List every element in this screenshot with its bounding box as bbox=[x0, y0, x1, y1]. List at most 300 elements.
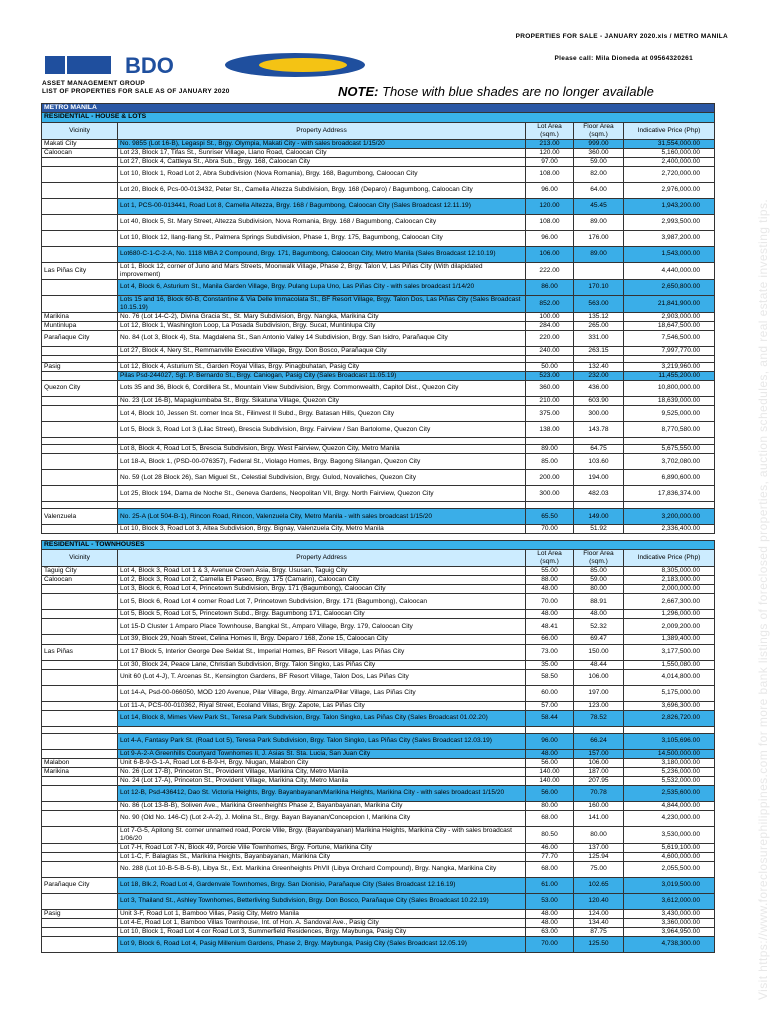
vicinity-cell: Pasig bbox=[42, 362, 118, 371]
price-cell: 5,175,000.00 bbox=[624, 685, 715, 701]
price-cell: 17,836,374.00 bbox=[624, 486, 715, 502]
address-cell: Lot 18, Blk.2, Road Lot 4, Gardenvale Townhomes, Brgy. San Dionisio, Parañaque City (Sales Broadcast 12.16.19) bbox=[118, 877, 526, 893]
lot-area-cell: 56.00 bbox=[526, 785, 574, 801]
address-cell: Lot 11-A, PCS-00-010362, Riyal Street, Ecoland Villas, Brgy. Zapote, Las Piñas City bbox=[118, 701, 526, 710]
spacer-row bbox=[42, 355, 715, 362]
lot-area-cell: 70.00 bbox=[526, 594, 574, 610]
price-cell: 1,943,200.00 bbox=[624, 198, 715, 214]
lot-area-cell: 63.00 bbox=[526, 927, 574, 936]
lot-area-cell: 140.00 bbox=[526, 767, 574, 776]
address-cell: Lot 7-G-5, Apitong St. corner unnamed road, Porcie Ville, Brgy. (Bayanbayanan) Marikina Heights, Marikina City - with sales broadcast 1/06/20 bbox=[118, 826, 526, 843]
property-row bbox=[42, 710, 715, 726]
list-subtitle: LIST OF PROPERTIES FOR SALE AS OF JANUARY 2020 bbox=[42, 88, 230, 95]
lot-area-cell: 360.00 bbox=[526, 381, 574, 397]
price-cell: 2,720,000.00 bbox=[624, 166, 715, 182]
price-cell: 2,650,800.00 bbox=[624, 279, 715, 295]
col-header-address: Property Address bbox=[118, 550, 526, 567]
address-cell: Lots 15 and 16, Block 60-B, Constantine & Via Delle Immacolata St., BF Resort Village, Brgy. Talon Dos, Las Piñas City (Sales Broadcast 10.15.19) bbox=[118, 295, 526, 312]
section-label: RESIDENTIAL - TOWNHOUSES bbox=[42, 541, 715, 550]
lot-area-cell: 108.00 bbox=[526, 214, 574, 230]
floor-area-cell: 103.60 bbox=[574, 454, 624, 470]
vicinity-cell: Marikina bbox=[42, 767, 118, 776]
property-row bbox=[42, 567, 715, 576]
lot-area-cell: 106.00 bbox=[526, 246, 574, 262]
property-row bbox=[42, 362, 715, 371]
col-header-address: Property Address bbox=[118, 122, 526, 139]
vicinity-cell bbox=[42, 486, 118, 502]
lot-area-cell: 89.00 bbox=[526, 445, 574, 454]
floor-area-cell: 78.52 bbox=[574, 710, 624, 726]
lot-area-cell: 77.70 bbox=[526, 852, 574, 861]
floor-area-cell: 360.00 bbox=[574, 148, 624, 157]
col-header-vicinity: Vicinity bbox=[42, 550, 118, 567]
vicinity-cell bbox=[42, 619, 118, 635]
section-row-metro bbox=[42, 104, 715, 113]
col-header-lot-area: Lot Area (sqm.) bbox=[526, 122, 574, 139]
bdo-logo bbox=[45, 52, 365, 78]
address-cell: No. 26 (Lot 17-B), Princeton St., Provident Village, Marikina City, Metro Manila bbox=[118, 767, 526, 776]
property-row bbox=[42, 776, 715, 785]
property-row bbox=[42, 758, 715, 767]
vicinity-cell bbox=[42, 852, 118, 861]
vicinity-cell bbox=[42, 927, 118, 936]
address-cell: Lot 9-A-2-A Greenhills Courtyard Townhomes II, J. Asias St. Sta. Lucia, San Juan City bbox=[118, 749, 526, 758]
vicinity-cell bbox=[42, 397, 118, 406]
property-row bbox=[42, 330, 715, 346]
floor-area-cell: 187.00 bbox=[574, 767, 624, 776]
floor-area-cell: 89.00 bbox=[574, 246, 624, 262]
address-cell: Lot680-C-1-C-2-A, No. 1118 MBA 2 Compound, Brgy. 171, Bagumbong, Caloocan City, Metro Manila (Sales Broadcast 12.10.19) bbox=[118, 246, 526, 262]
floor-area-cell: 132.40 bbox=[574, 362, 624, 371]
address-cell: Unit 6-B-9-G-1-A, Road Lot 6-B-9-H, Brgy. Niugan, Malabon City bbox=[118, 758, 526, 767]
floor-area-cell bbox=[574, 438, 624, 445]
section-label: METRO MANILA bbox=[42, 104, 715, 113]
vicinity-cell bbox=[42, 445, 118, 454]
vicinity-cell bbox=[42, 635, 118, 644]
price-cell: 1,296,000.00 bbox=[624, 610, 715, 619]
lot-area-cell: 200.00 bbox=[526, 470, 574, 486]
property-row bbox=[42, 262, 715, 279]
address-cell: Lot 27, Block 4, Nery St., Remmanville Executive Village, Brgy. Don Bosco, Parañaque City bbox=[118, 346, 526, 355]
price-cell: 3,200,000.00 bbox=[624, 509, 715, 525]
property-row bbox=[42, 594, 715, 610]
vicinity-cell bbox=[42, 843, 118, 852]
property-row bbox=[42, 486, 715, 502]
vicinity-cell: Las Piñas bbox=[42, 644, 118, 660]
vicinity-cell bbox=[42, 295, 118, 312]
address-cell: Lot 30, Block 24, Peace Lane, Christian Subdivision, Brgy. Talon Singko, Las Piñas City bbox=[118, 660, 526, 669]
floor-area-cell: 69.47 bbox=[574, 635, 624, 644]
vicinity-cell: Parañaque City bbox=[42, 877, 118, 893]
floor-area-cell: 331.00 bbox=[574, 330, 624, 346]
floor-area-cell: 482.03 bbox=[574, 486, 624, 502]
lot-area-cell: 66.00 bbox=[526, 635, 574, 644]
price-cell: 2,009,200.00 bbox=[624, 619, 715, 635]
vicinity-cell: Malabon bbox=[42, 758, 118, 767]
lot-area-cell: 73.00 bbox=[526, 644, 574, 660]
address-cell: Lot 10, Block 1, Road Lot 2, Abra Subdivision (Nova Romania), Brgy. 168, Bagumbong, Caloocan City bbox=[118, 166, 526, 182]
price-cell: 3,430,000.00 bbox=[624, 909, 715, 918]
property-row bbox=[42, 454, 715, 470]
floor-area-cell: 176.00 bbox=[574, 230, 624, 246]
floor-area-cell: 59.00 bbox=[574, 576, 624, 585]
floor-area-cell: 207.95 bbox=[574, 776, 624, 785]
floor-area-cell: 66.24 bbox=[574, 733, 624, 749]
section-row-houses bbox=[42, 113, 715, 122]
lot-area-cell: 35.00 bbox=[526, 660, 574, 669]
floor-area-cell: 137.00 bbox=[574, 843, 624, 852]
townhouses-table bbox=[41, 540, 715, 953]
property-row bbox=[42, 321, 715, 330]
price-cell: 8,305,000.00 bbox=[624, 567, 715, 576]
lot-area-cell: 213.00 bbox=[526, 139, 574, 148]
price-cell: 5,160,000.00 bbox=[624, 148, 715, 157]
floor-area-cell: 82.00 bbox=[574, 166, 624, 182]
lot-area-cell: 86.00 bbox=[526, 279, 574, 295]
floor-area-cell: 80.00 bbox=[574, 585, 624, 594]
vicinity-cell bbox=[42, 610, 118, 619]
contact-info: Please call: Mila Dioneda at 09564320261 bbox=[554, 55, 693, 62]
address-cell bbox=[118, 726, 526, 733]
address-cell: Lot 2, Block 3, Road Lot 2, Camella El Paseo, Brgy. 175 (Camarin), Caloocan City bbox=[118, 576, 526, 585]
address-cell: Lot 5, Block 3, Road Lot 3 (Lilac Street), Brescia Subdivision, Brgy. Fairview / San Bartolome, Quezon City bbox=[118, 422, 526, 438]
vicinity-cell bbox=[42, 502, 118, 509]
address-cell: Lot 12, Block 1, Washington Loop, La Posada Subdivision, Brgy. Sucat, Muntinlupa City bbox=[118, 321, 526, 330]
vicinity-cell bbox=[42, 371, 118, 380]
price-cell: 21,841,900.00 bbox=[624, 295, 715, 312]
lot-area-cell: 58.50 bbox=[526, 669, 574, 685]
lot-area-cell: 108.00 bbox=[526, 166, 574, 182]
property-row bbox=[42, 767, 715, 776]
price-cell: 3,180,000.00 bbox=[624, 758, 715, 767]
floor-area-cell: 48.44 bbox=[574, 660, 624, 669]
lot-area-cell: 70.00 bbox=[526, 936, 574, 952]
vicinity-cell bbox=[42, 214, 118, 230]
address-cell: Lot 8, Block 4, Road Lot 5, Brescia Subdivision, Brgy. West Fairview, Quezon City, Metro Manila bbox=[118, 445, 526, 454]
floor-area-cell bbox=[574, 262, 624, 279]
watermark bbox=[738, 40, 770, 1010]
lot-area-cell bbox=[526, 438, 574, 445]
price-cell: 4,844,000.00 bbox=[624, 801, 715, 810]
lot-area-cell: 48.00 bbox=[526, 918, 574, 927]
lot-area-cell: 222.00 bbox=[526, 262, 574, 279]
property-row bbox=[42, 422, 715, 438]
note-label: NOTE: bbox=[338, 84, 379, 99]
floor-area-cell: 70.78 bbox=[574, 785, 624, 801]
address-cell bbox=[118, 438, 526, 445]
vicinity-cell bbox=[42, 470, 118, 486]
address-cell: Lot 4, Block 3, Road Lot 1 & 3, Avenue Crown Asia, Brgy. Ususan, Taguig City bbox=[118, 567, 526, 576]
lot-area-cell: 210.00 bbox=[526, 397, 574, 406]
floor-area-cell bbox=[574, 355, 624, 362]
address-cell: Unit 60 (Lot 4-J), T. Arcenas St., Kensington Gardens, BF Resort Village, Talon Dos, Las Piñas City bbox=[118, 669, 526, 685]
lot-area-cell: 55.00 bbox=[526, 567, 574, 576]
price-cell: 2,667,300.00 bbox=[624, 594, 715, 610]
address-cell: No. 9855 (Lot 16-B), Legaspi St., Brgy. Olympia, Makati City - with sales broadcast 1/15/20 bbox=[118, 139, 526, 148]
lot-area-cell: 56.00 bbox=[526, 758, 574, 767]
department-label: ASSET MANAGEMENT GROUP bbox=[42, 80, 146, 87]
address-cell: Lot 12, Block 4, Asturium St., Garden Royal Villas, Brgy. Pinagbuhatan, Pasig City bbox=[118, 362, 526, 371]
price-cell: 1,389,400.00 bbox=[624, 635, 715, 644]
vicinity-cell: Muntinlupa bbox=[42, 321, 118, 330]
floor-area-cell: 51.92 bbox=[574, 525, 624, 534]
vicinity-cell bbox=[42, 810, 118, 826]
property-row bbox=[42, 576, 715, 585]
floor-area-cell: 135.12 bbox=[574, 312, 624, 321]
property-row bbox=[42, 371, 715, 380]
col-header-price: Indicative Price (Php) bbox=[624, 550, 715, 567]
lot-area-cell: 53.00 bbox=[526, 893, 574, 909]
vicinity-cell bbox=[42, 246, 118, 262]
address-cell: No. 23 (Lot 16-B), Mapagkumbaba St., Brgy. Sikatuna Village, Quezon City bbox=[118, 397, 526, 406]
property-row bbox=[42, 619, 715, 635]
property-row bbox=[42, 852, 715, 861]
address-cell: No. 86 (Lot 13-B-B), Soliven Ave., Marikina Greenheights Phase 2, Bayanbayanan, Marikina City bbox=[118, 801, 526, 810]
lot-area-cell: 138.00 bbox=[526, 422, 574, 438]
price-cell: 10,800,000.00 bbox=[624, 381, 715, 397]
floor-area-cell: 263.15 bbox=[574, 346, 624, 355]
property-row bbox=[42, 279, 715, 295]
lot-area-cell: 48.00 bbox=[526, 909, 574, 918]
vicinity-cell: Taguig City bbox=[42, 567, 118, 576]
address-cell: Lot 14, Block 8, Mimes View Park St., Teresa Park Subdivision, Brgy. Talon Singko, Las Piñas City (Sales Broadcast 01.02.20) bbox=[118, 710, 526, 726]
address-cell: Lot 1, Block 12, corner of Juno and Mars Streets, Moonwalk Village, Phase 2, Brgy. Talon V, Las Piñas City (With dilapidated improvement) bbox=[118, 262, 526, 279]
lot-area-cell: 96.00 bbox=[526, 733, 574, 749]
vicinity-cell: Las Piñas City bbox=[42, 262, 118, 279]
lot-area-cell: 48.00 bbox=[526, 585, 574, 594]
price-cell: 2,055,500.00 bbox=[624, 861, 715, 877]
floor-area-cell: 157.00 bbox=[574, 749, 624, 758]
price-cell: 1,550,080.00 bbox=[624, 660, 715, 669]
address-cell: Lot 1, PCS-00-013441, Road Lot 8, Camella Altezza, Brgy. 168 / Bagumbong, Caloocan City (Sales Broadcast 12.11.19) bbox=[118, 198, 526, 214]
lot-area-cell: 240.00 bbox=[526, 346, 574, 355]
property-row bbox=[42, 749, 715, 758]
vicinity-cell bbox=[42, 660, 118, 669]
property-row bbox=[42, 801, 715, 810]
spacer-row bbox=[42, 438, 715, 445]
vicinity-cell bbox=[42, 893, 118, 909]
col-header-floor-area: Floor Area (sqm.) bbox=[574, 122, 624, 139]
address-cell: Lot 10, Block 12, Ilang-Ilang St., Palmera Springs Subdivision, Phase 1, Brgy. 175, Bagumbong, Caloocan City bbox=[118, 230, 526, 246]
property-row bbox=[42, 685, 715, 701]
price-cell: 4,600,000.00 bbox=[624, 852, 715, 861]
address-cell: Lot 17 Block 5, Interior George Dee Seklat St., Imperial Homes, BF Resort Village, Las Piñas City bbox=[118, 644, 526, 660]
vicinity-cell bbox=[42, 776, 118, 785]
lot-area-cell: 96.00 bbox=[526, 230, 574, 246]
price-cell: 18,639,000.00 bbox=[624, 397, 715, 406]
address-cell: Lot 1-C, F. Balagtas St., Marikina Heights, Bayanbayanan, Marikina City bbox=[118, 852, 526, 861]
property-row bbox=[42, 312, 715, 321]
vicinity-cell bbox=[42, 918, 118, 927]
price-cell: 9,525,000.00 bbox=[624, 406, 715, 422]
property-row bbox=[42, 635, 715, 644]
property-row bbox=[42, 843, 715, 852]
property-row bbox=[42, 936, 715, 952]
vicinity-cell: Marikina bbox=[42, 312, 118, 321]
floor-area-cell: 134.40 bbox=[574, 918, 624, 927]
price-cell: 3,019,500.00 bbox=[624, 877, 715, 893]
lot-area-cell: 120.00 bbox=[526, 198, 574, 214]
price-cell: 8,770,580.00 bbox=[624, 422, 715, 438]
price-cell: 5,619,100.00 bbox=[624, 843, 715, 852]
price-cell: 31,554,000.00 bbox=[624, 139, 715, 148]
price-cell: 2,535,600.00 bbox=[624, 785, 715, 801]
vicinity-cell bbox=[42, 726, 118, 733]
section-row-townhouses bbox=[42, 541, 715, 550]
section-label: RESIDENTIAL - HOUSE & LOTS bbox=[42, 113, 715, 122]
spacer-row bbox=[42, 726, 715, 733]
address-cell: Lot 25, Block 194, Dama de Noche St., Geneva Gardens, Neopolitan VII, Brgy. North Fairview, Quezon City bbox=[118, 486, 526, 502]
floor-area-cell: 232.00 bbox=[574, 371, 624, 380]
floor-area-cell: 150.00 bbox=[574, 644, 624, 660]
floor-area-cell: 143.78 bbox=[574, 422, 624, 438]
floor-area-cell: 999.00 bbox=[574, 139, 624, 148]
note-text: Those with blue shades are no longer available bbox=[382, 84, 654, 99]
lot-area-cell: 88.00 bbox=[526, 576, 574, 585]
price-cell bbox=[624, 355, 715, 362]
price-cell: 3,964,950.00 bbox=[624, 927, 715, 936]
floor-area-cell: 197.00 bbox=[574, 685, 624, 701]
price-cell: 4,014,800.00 bbox=[624, 669, 715, 685]
price-cell: 7,546,500.00 bbox=[624, 330, 715, 346]
property-row bbox=[42, 785, 715, 801]
property-row bbox=[42, 610, 715, 619]
price-cell: 18,647,500.00 bbox=[624, 321, 715, 330]
lot-area-cell: 80.00 bbox=[526, 801, 574, 810]
lot-area-cell: 97.00 bbox=[526, 157, 574, 166]
vicinity-cell bbox=[42, 701, 118, 710]
vicinity-cell bbox=[42, 230, 118, 246]
price-cell: 2,336,400.00 bbox=[624, 525, 715, 534]
address-cell: No. 90 (Old No. 146-C) (Lot 2-A-2), J. Molina St., Brgy. Bayan Bayanan/Concepcion I, Marikina City bbox=[118, 810, 526, 826]
floor-area-cell: 603.90 bbox=[574, 397, 624, 406]
vicinity-cell bbox=[42, 749, 118, 758]
floor-area-cell: 48.00 bbox=[574, 610, 624, 619]
vicinity-cell bbox=[42, 710, 118, 726]
price-cell: 2,993,500.00 bbox=[624, 214, 715, 230]
price-cell: 2,400,000.00 bbox=[624, 157, 715, 166]
price-cell: 1,543,000.00 bbox=[624, 246, 715, 262]
price-cell bbox=[624, 502, 715, 509]
price-cell: 5,532,000.00 bbox=[624, 776, 715, 785]
address-cell: Lots 35 and 36, Block 6, Cordillera St., Mountain View Subdivision, Brgy. Commonwealth, Capitol Dist., Quezon City bbox=[118, 381, 526, 397]
price-cell: 6,890,600.00 bbox=[624, 470, 715, 486]
floor-area-cell: 563.00 bbox=[574, 295, 624, 312]
floor-area-cell: 102.65 bbox=[574, 877, 624, 893]
vicinity-cell bbox=[42, 157, 118, 166]
vicinity-cell bbox=[42, 585, 118, 594]
price-cell: 4,738,300.00 bbox=[624, 936, 715, 952]
property-row bbox=[42, 198, 715, 214]
floor-area-cell bbox=[574, 502, 624, 509]
vicinity-cell bbox=[42, 198, 118, 214]
vicinity-cell bbox=[42, 594, 118, 610]
price-cell bbox=[624, 726, 715, 733]
vicinity-cell bbox=[42, 826, 118, 843]
price-cell: 2,903,000.00 bbox=[624, 312, 715, 321]
svg-text:BDO: BDO bbox=[125, 53, 174, 78]
property-row bbox=[42, 918, 715, 927]
lot-area-cell: 120.00 bbox=[526, 148, 574, 157]
property-row bbox=[42, 877, 715, 893]
floor-area-cell: 59.00 bbox=[574, 157, 624, 166]
lot-area-cell: 70.00 bbox=[526, 525, 574, 534]
property-row bbox=[42, 157, 715, 166]
address-cell: Lot 4, Block 10, Jessen St. corner Inca St., Filinvest II Subd., Brgy. Batasan Hills, Quezon City bbox=[118, 406, 526, 422]
floor-area-cell: 64.75 bbox=[574, 445, 624, 454]
address-cell: Lot 12-B, Psd-436412, Dao St. Victoria Heights, Brgy. Bayanbayanan/Marikina Heights, Marikina City - with sales broadcast 1/15/20 bbox=[118, 785, 526, 801]
col-header-lot-area: Lot Area (sqm.) bbox=[526, 550, 574, 567]
property-row bbox=[42, 346, 715, 355]
property-row bbox=[42, 733, 715, 749]
price-cell: 3,530,000.00 bbox=[624, 826, 715, 843]
spacer-row bbox=[42, 502, 715, 509]
floor-area-cell: 300.00 bbox=[574, 406, 624, 422]
address-cell: No. 288 (Lot 10-B-5-B-5-B), Libya St., Ext. Marikina Greenheights PhVII (Libya Orchard Compound), Brgy. Nangka, Marikina City bbox=[118, 861, 526, 877]
floor-area-cell: 125.94 bbox=[574, 852, 624, 861]
address-cell: Pilas Psd-244027, Sgt. P. Bernardo St., Brgy. Caniogan, Pasig City (Sales Broadcast 11.05.19) bbox=[118, 371, 526, 380]
col-header-price: Indicative Price (Php) bbox=[624, 122, 715, 139]
price-cell: 3,612,000.00 bbox=[624, 893, 715, 909]
lot-area-cell: 48.00 bbox=[526, 610, 574, 619]
price-cell: 2,976,000.00 bbox=[624, 182, 715, 198]
vicinity-cell bbox=[42, 525, 118, 534]
vicinity-cell bbox=[42, 438, 118, 445]
property-row bbox=[42, 509, 715, 525]
address-cell: Lot 5, Block 6, Road Lot 4 corner Road Lot 7, Princetown Subdivision, Brgy. 171 (Bagumbong), Caloocan bbox=[118, 594, 526, 610]
price-cell: 11,455,200.00 bbox=[624, 371, 715, 380]
floor-area-cell: 75.00 bbox=[574, 861, 624, 877]
floor-area-cell: 45.45 bbox=[574, 198, 624, 214]
col-header-vicinity: Vicinity bbox=[42, 122, 118, 139]
vicinity-cell bbox=[42, 422, 118, 438]
floor-area-cell: 85.00 bbox=[574, 567, 624, 576]
vicinity-cell: Pasig bbox=[42, 909, 118, 918]
vicinity-cell bbox=[42, 406, 118, 422]
watermark-text: Visit https://www.foreclosurephilippines.com for more bank listings of foreclosed properties, auction schedules, and real estate investing tips. bbox=[756, 198, 770, 1000]
lot-area-cell: 523.00 bbox=[526, 371, 574, 380]
property-row bbox=[42, 826, 715, 843]
address-cell: Lot 40, Block 5, St. Mary Street, Altezza Subdivision, Nova Romania, Brgy. 168 / Bagumbong, Caloocan City bbox=[118, 214, 526, 230]
floor-area-cell: 120.40 bbox=[574, 893, 624, 909]
address-cell bbox=[118, 502, 526, 509]
address-cell bbox=[118, 355, 526, 362]
property-row bbox=[42, 381, 715, 397]
price-cell bbox=[624, 438, 715, 445]
document-title: PROPERTIES FOR SALE - JANUARY 2020.xls / METRO MANILA bbox=[515, 33, 728, 40]
floor-area-cell: 87.75 bbox=[574, 927, 624, 936]
property-row bbox=[42, 397, 715, 406]
floor-area-cell: 106.00 bbox=[574, 669, 624, 685]
price-cell: 3,696,300.00 bbox=[624, 701, 715, 710]
address-cell: No. 24 (Lot 17-A), Princeton St., Provident Village, Marikina City, Metro Manila bbox=[118, 776, 526, 785]
lot-area-cell: 46.00 bbox=[526, 843, 574, 852]
lot-area-cell: 65.50 bbox=[526, 509, 574, 525]
lot-area-cell: 300.00 bbox=[526, 486, 574, 502]
property-row bbox=[42, 927, 715, 936]
lot-area-cell: 96.00 bbox=[526, 182, 574, 198]
floor-area-cell: 80.00 bbox=[574, 826, 624, 843]
property-row bbox=[42, 139, 715, 148]
floor-area-cell: 194.00 bbox=[574, 470, 624, 486]
house-and-lots-table bbox=[41, 103, 715, 534]
lot-area-cell: 68.00 bbox=[526, 861, 574, 877]
vicinity-cell: Caloocan bbox=[42, 576, 118, 585]
property-row bbox=[42, 909, 715, 918]
address-cell: No. 76 (Lot 14-C-2), Divina Gracia St., St. Mary Subdivision, Brgy. Nangka, Marikina City bbox=[118, 312, 526, 321]
property-row bbox=[42, 701, 715, 710]
property-row bbox=[42, 230, 715, 246]
